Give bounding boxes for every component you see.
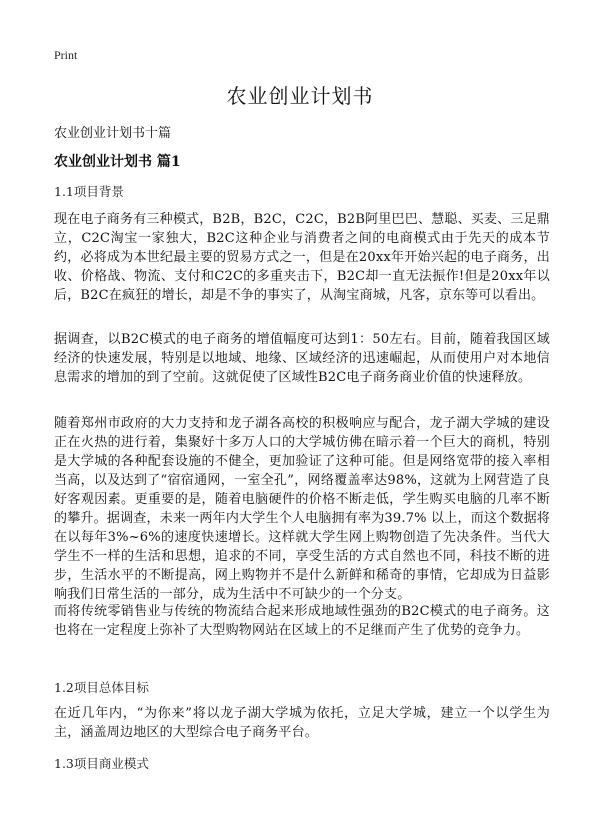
section-heading-1-1: 1.1项目背景 (54, 184, 124, 199)
paragraph-background-1: 现在电子商务有三种模式，B2B，B2C，C2C，B2B阿里巴巴、慧聪、买麦、三足鼎立，C2C淘宝一家独大，B2C这种企业与消费者之间的电商模式由于先天的成本节约，必将成为本世纪最主要的贸易方式之一，但是在20xx年开始兴起的电子商务，出收、价格战、物流、支付和C2C的多重夹击下，B2C却一直无法振作!但是20xx年以后，B2C在疯狂的增长，却是不争的事实了，从淘宝商城，凡客，京东等可以看出。 (54, 212, 550, 303)
article-heading: 农业创业计划书 篇1 (54, 154, 181, 170)
paragraph-goal: 在近几年内，“为你来”将以龙子湖大学城为依托，立足大学城，建立一个以学生为主，涵盖周边地区的大型综合电子商务平台。 (54, 706, 550, 740)
document-subtitle: 农业创业计划书十篇 (54, 126, 172, 141)
paragraph-background-3: 随着郑州市政府的大力支持和龙子湖各高校的积极响应与配合，龙子湖大学城的建设正在火热的进行着，集聚好十多万人口的大学城仿佛在暗示着一个巨大的商机，特别是大学城的各种配套设施的不健全，更加验证了这种可能。但是网络宽带的接入率相当高，以及达到了“宿宿通网，一室全孔”，网络覆盖率达98%，这就为上网营造了良好客观因素。更重要的是，随着电脑硬件的价格不断走低，学生购买电脑的几率不断的攀升。据调查，未来一两年内大学生个人电脑拥有率为39.7% 以上，而这个数据将在以每年3%~6%的速度快速增长。这样就大学生网上购物创造了先决条件。当代大学生不一样的生活和思想，追求的不同，享受生活的方式自然也不同，科技不断的进步，生活水平的不断提高，网上购物并不是什么新鲜和稀奇的事情，它却成为日益影响我们日常生活的一部分，成为生活中不可缺少的一个分支。 (54, 416, 550, 602)
section-heading-1-3: 1.3项目商业模式 (54, 756, 149, 771)
paragraph-background-4: 而将传统零销售业与传统的物流结合起来形成地域性强劲的B2C模式的电子商务。这也将在一定程度上弥补了大型购物网站在区域上的不足继而产生了优势的竞争力。 (54, 604, 550, 638)
page-title: 农业创业计划书 (226, 84, 374, 108)
print-link[interactable]: Print (54, 48, 78, 62)
section-heading-1-2: 1.2项目总体目标 (54, 680, 149, 695)
paragraph-background-2: 据调查，以B2C模式的电子商务的增值幅度可达到1：50左右。目前，随着我国区域经济的快速发展，特别是以地域、地缘、区域经济的迅速崛起，从而使用户对本地信息需求的增加的到了空前。这就促使了区域性B2C电子商务商业价值的快速释放。 (54, 332, 550, 385)
